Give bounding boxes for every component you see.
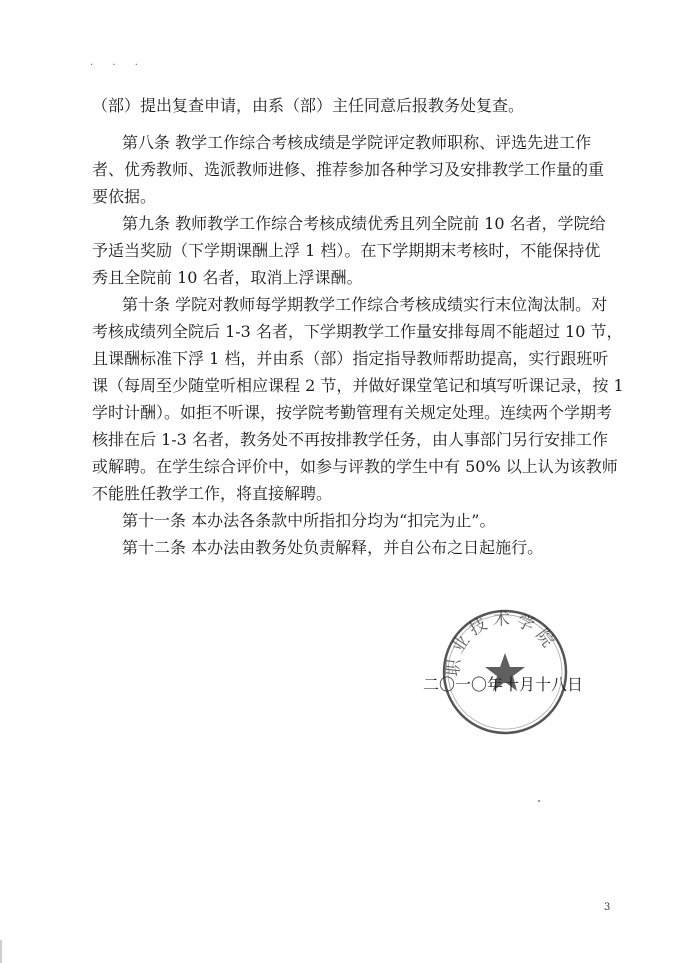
- text-line: 课（每周至少随堂听相应课程 2 节，并做好课堂笔记和填写听课记录，按 1: [92, 376, 624, 395]
- seal-text: 职业技术学院: [443, 609, 561, 678]
- article-9-line: 第九条 教师教学工作综合考核成绩优秀且列全院前 10 名者，学院给: [122, 214, 606, 233]
- text-line: （部）提出复查申请，由系（部）主任同意后报教务处复查。: [92, 96, 525, 115]
- official-seal: [440, 607, 570, 737]
- text-line: 核排在后 1-3 名者，教务处不再按排教学任务，由人事部门另行安排工作: [92, 430, 608, 449]
- text-line: 秀且全院前 10 名者，取消上浮课酬。: [92, 268, 363, 287]
- article-11-line: 第十一条 本办法各条款中所指扣分均为“扣完为止”。: [122, 511, 496, 530]
- text-line: 学时计酬）。如拒不听课，按学院考勤管理有关规定处理。连续两个学期考: [92, 403, 613, 422]
- text-line: 要依据。: [92, 187, 157, 206]
- text-line: 予适当奖励（下学期课酬上浮 1 档）。在下学期期末考核时，不能保持优: [92, 241, 601, 260]
- issue-date: 二〇一〇年十月十八日: [423, 675, 584, 694]
- scan-marks: · · ·: [90, 60, 146, 71]
- article-8-line: 第八条 教学工作综合考核成绩是学院评定教师职称、评选先进工作: [122, 133, 592, 152]
- text-line: 考核成绩列全院后 1-3 名者，下学期教学工作量安排每周不能超过 10 节，: [92, 322, 623, 341]
- page-number: 3: [604, 902, 611, 913]
- article-10-line: 第十条 学院对教师每学期教学工作综合考核成绩实行末位淘汰制。对: [122, 295, 608, 314]
- scan-speck: [538, 800, 540, 802]
- text-line: 不能胜任教学工作，将直接解聘。: [92, 484, 333, 503]
- scan-edge: [0, 940, 2, 963]
- text-line: 或解聘。在学生综合评价中，如参与评教的学生中有 50% 以上认为该教师: [92, 457, 618, 476]
- article-12-line: 第十二条 本办法由教务处负责解释，并自公布之日起施行。: [122, 538, 544, 557]
- text-line: 者、优秀教师、选派教师进修、推荐参加各种学习及安排教学工作量的重: [92, 160, 605, 179]
- text-line: 且课酬标准下浮 1 档，并由系（部）指定指导教师帮助提高，实行跟班听: [92, 349, 609, 368]
